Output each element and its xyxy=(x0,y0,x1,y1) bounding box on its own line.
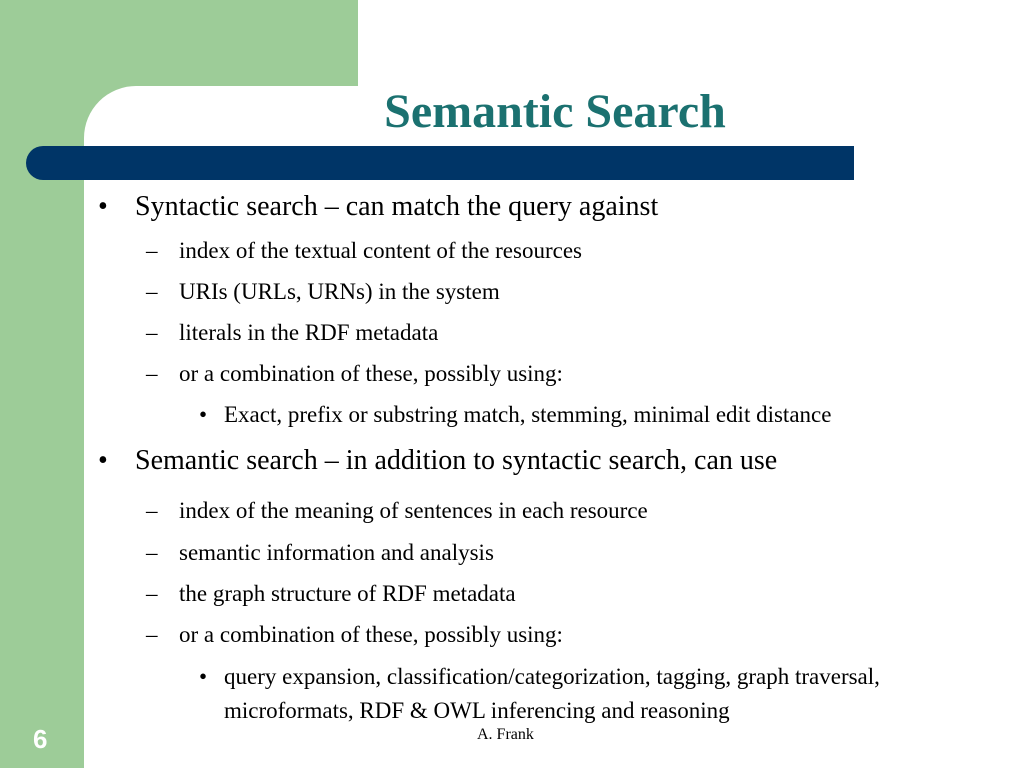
subitem xyxy=(146,319,438,347)
slide-number: 6 xyxy=(33,724,48,754)
bullet-syntactic-search xyxy=(98,190,658,224)
bullet-semantic-search xyxy=(98,444,777,478)
bullet-text: Syntactic search – can match the query against xyxy=(135,191,659,222)
dash-marker: – xyxy=(146,238,158,263)
subitem xyxy=(146,278,500,306)
subitem-text: index of the textual content of the resources xyxy=(179,238,582,263)
title-bar xyxy=(26,146,854,180)
dash-marker: – xyxy=(146,540,158,565)
subitem-text: semantic information and analysis xyxy=(179,540,494,565)
footer-author: A. Frank xyxy=(477,726,534,743)
detail-item xyxy=(199,660,964,728)
subitem xyxy=(146,621,563,649)
subitem-text: literals in the RDF metadata xyxy=(179,320,439,345)
detail-text: Exact, prefix or substring match, stemming, minimal edit distance xyxy=(224,402,832,427)
slide-title: Semantic Search xyxy=(384,85,726,138)
subitem-text: or a combination of these, possibly using: xyxy=(179,361,563,386)
subitem-text: the graph structure of RDF metadata xyxy=(179,581,516,606)
subitem xyxy=(146,497,648,525)
dash-marker: – xyxy=(146,279,158,304)
dash-marker: – xyxy=(146,581,158,606)
subitem-text: or a combination of these, possibly using: xyxy=(179,622,563,647)
bullet-marker: • xyxy=(98,191,108,222)
detail-item xyxy=(199,398,831,432)
subitem xyxy=(146,360,563,388)
dash-marker: – xyxy=(146,498,158,523)
subitem-text: URIs (URLs, URNs) in the system xyxy=(179,279,500,304)
dash-marker: – xyxy=(146,320,158,345)
dash-marker: – xyxy=(146,622,158,647)
detail-text: query expansion, classification/categorization, tagging, graph traversal, microformats, RDF & OWL inferencing and reasoning xyxy=(224,664,880,723)
bullet-text: Semantic search – in addition to syntactic search, can use xyxy=(135,445,778,476)
subitem xyxy=(146,580,516,608)
bullet-marker: • xyxy=(199,664,208,689)
bullet-marker: • xyxy=(98,445,108,476)
subitem xyxy=(146,237,582,265)
dash-marker: – xyxy=(146,361,158,386)
subitem-text: index of the meaning of sentences in each resource xyxy=(179,498,648,523)
bullet-marker: • xyxy=(199,402,208,427)
subitem xyxy=(146,539,494,567)
